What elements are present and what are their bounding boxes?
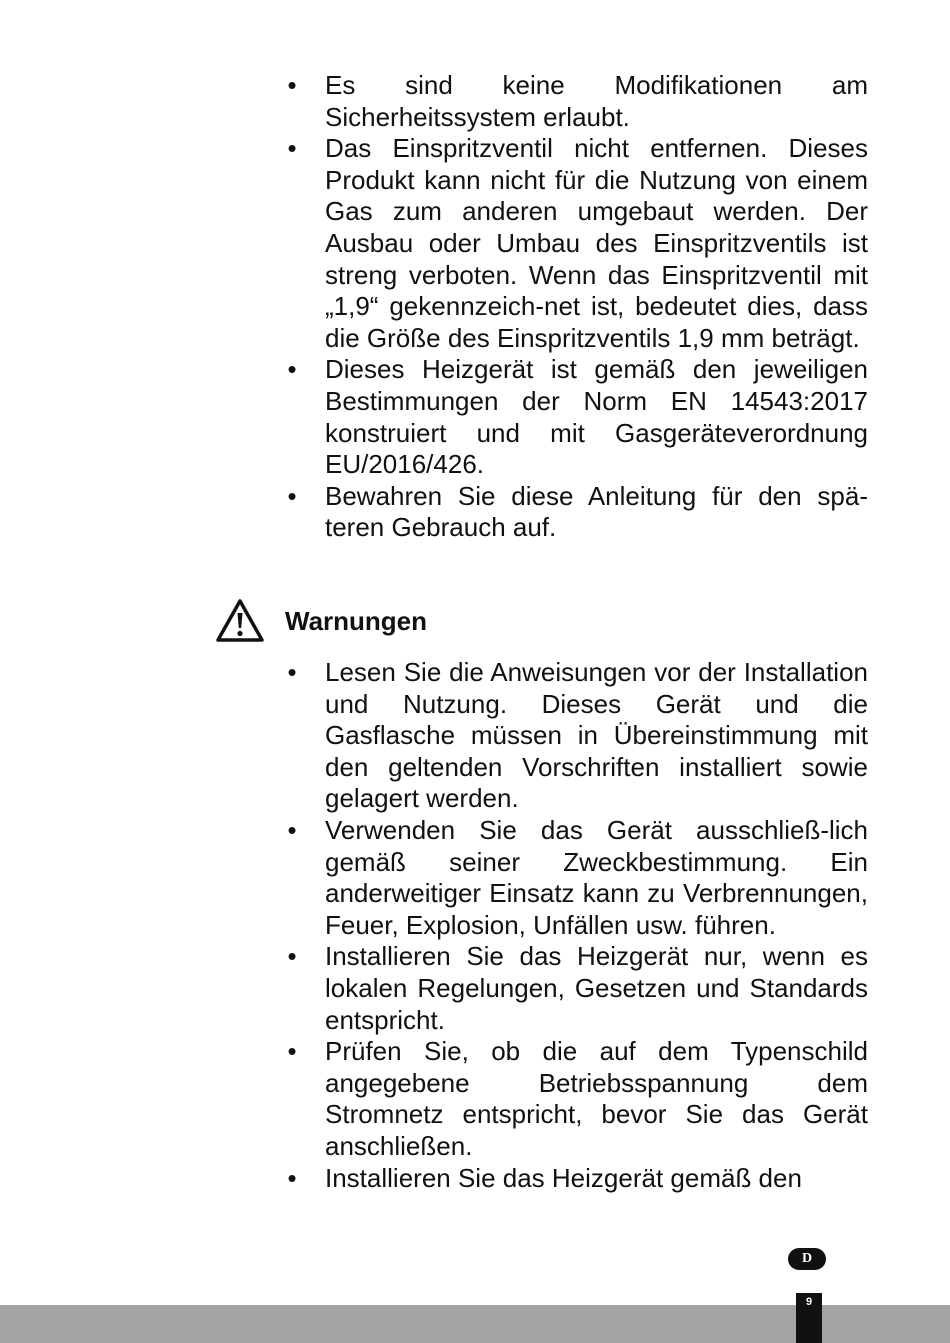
bullet-icon: • bbox=[287, 354, 297, 385]
warnings-bullet-list bbox=[285, 657, 868, 1194]
bullet-icon: • bbox=[287, 657, 297, 687]
bullet-icon: • bbox=[287, 1162, 297, 1193]
language-badge: D bbox=[788, 1248, 826, 1270]
list-item: • Installieren Sie das Heizgerät nur, wenn es lokalen Regelungen, Gesetzen und Standards entspricht. bbox=[285, 941, 868, 1036]
bullet-icon: • bbox=[287, 70, 297, 100]
list-item: • Lesen Sie die Anweisungen vor der Installation und Nutzung. Dieses Gerät und die Gasflasche müssen in Übereinstimmung mit den geltenden Vorschriften installiert sowie gelagert werden. bbox=[285, 657, 868, 815]
list-item: • Bewahren Sie diese Anleitung für den spä-teren Gebrauch auf. bbox=[285, 481, 868, 544]
list-item: • Dieses Heizgerät ist gemäß den jeweiligen Bestimmungen der Norm EN 14543:2017 konstruiert und mit Gasgeräteverordnung EU/2016/426. bbox=[285, 354, 868, 480]
list-item: • Verwenden Sie das Gerät ausschließ-lich gemäß seiner Zweckbestimmung. Ein anderweitiger Einsatz kann zu Verbrennungen, Feuer, Explosion, Unfällen usw. führen. bbox=[285, 815, 868, 941]
bullet-icon: • bbox=[287, 1036, 297, 1067]
list-item: • Prüfen Sie, ob die auf dem Typenschild angegebene Betriebsspannung dem Stromnetz entspricht, bevor Sie das Gerät anschließen. bbox=[285, 1036, 868, 1162]
bullet-icon: • bbox=[287, 814, 297, 845]
intro-bullet-list bbox=[285, 70, 868, 544]
list-item: • Installieren Sie das Heizgerät gemäß den bbox=[285, 1163, 868, 1195]
bullet-icon: • bbox=[287, 941, 297, 972]
list-item: • Es sind keine Modifikationen am Sicherheitssystem erlaubt. bbox=[285, 70, 868, 133]
warnings-heading bbox=[215, 598, 427, 644]
bullet-icon: • bbox=[287, 133, 297, 164]
list-item: • Das Einspritzventil nicht entfernen. Dieses Produkt kann nicht für die Nutzung von einem Gas zum anderen umgebaut werden. Der Ausbau oder Umbau des Einspritzventils ist streng verboten. Wenn das Einspritzventil mit „1,9“ gekennzeich-net ist, bedeutet dies, dass die Größe des Einspritzventils 1,9 mm beträgt. bbox=[285, 133, 868, 354]
page-number: 9 bbox=[796, 1293, 822, 1343]
bullet-icon: • bbox=[287, 480, 297, 511]
warning-triangle-icon bbox=[215, 598, 265, 644]
section-title: Warnungen bbox=[285, 606, 428, 636]
